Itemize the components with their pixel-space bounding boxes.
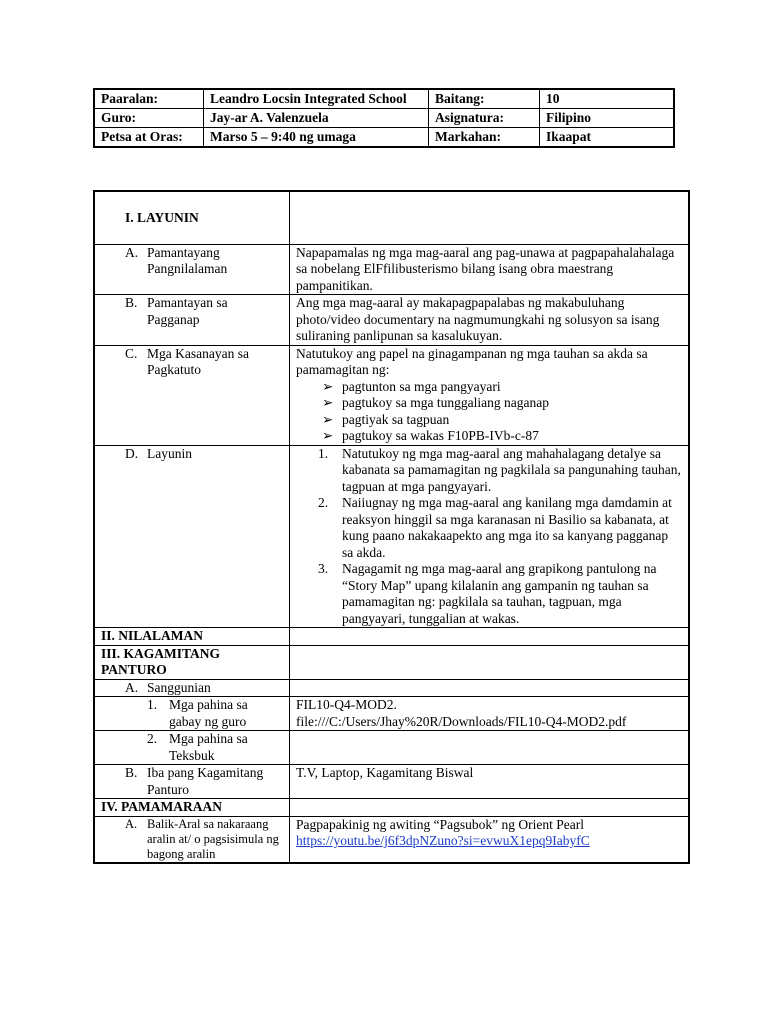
layunin-list	[296, 446, 682, 628]
subject-label: Asignatura:	[429, 109, 540, 128]
list-marker: B.	[125, 765, 138, 780]
header-row	[94, 89, 674, 109]
kasanayan-label: Mga Kasanayan sa Pagkatuto	[147, 345, 249, 377]
nilalaman-heading: II. NILALAMAN	[94, 628, 290, 646]
list-marker: A.	[125, 244, 139, 260]
youtube-link[interactable]: https://youtu.be/j6f3dpNZuno?si=evwuX1epq9IabyfC	[296, 833, 590, 848]
iba-kagamitan-text: T.V, Laptop, Kagamitang Biswal	[290, 765, 690, 799]
sanggunian-label: Sanggunian	[147, 679, 211, 695]
school-value: Leandro Locsin Integrated School	[204, 89, 429, 109]
kasanayan-row	[94, 345, 689, 445]
teksbuk-row	[94, 731, 689, 765]
kasanayan-text-2: pamamagitan ng:	[296, 362, 390, 377]
kasanayan-text-1: Natutukoy ang papel na ginagampanan ng mga tauhan sa akda sa	[296, 345, 648, 361]
school-label: Paaralan:	[94, 89, 204, 109]
layunin-list-row	[94, 445, 689, 628]
iba-kagamitan-label: Iba pang Kagamitang Panturo	[147, 765, 264, 797]
subject-value: Filipino	[540, 109, 675, 128]
pamantayang-pangnilalaman-row	[94, 244, 689, 295]
list-item: ➢ pagtiyak sa tagpuan	[322, 411, 450, 427]
layunin-row	[94, 191, 689, 244]
list-item: ➢ pagtunton sa mga pangyayari	[322, 378, 501, 394]
arrow-bullet-icon: ➢	[322, 395, 334, 410]
lesson-plan-table	[93, 190, 690, 864]
list-marker: D.	[125, 445, 139, 461]
date-time-value: Marso 5 – 9:40 ng umaga	[204, 128, 429, 148]
module-file-path: file:///C:/Users/Jhay%20R/Downloads/FIL10-Q4-MOD2.pdf	[296, 713, 627, 729]
teacher-value: Jay-ar A. Valenzuela	[204, 109, 429, 128]
kasanayan-list	[296, 379, 682, 445]
layunin-label: Layunin	[147, 445, 192, 461]
module-code: FIL10-Q4-MOD2.	[296, 697, 397, 712]
list-marker: 1.	[147, 697, 158, 712]
list-item: ➢ pagtukoy sa wakas F10PB-IVb-c-87	[322, 428, 539, 443]
list-item: 3. Nagagamit ng mga mag-aaral ang grapikong pantulong na “Story Map” upang kilalanin ang gampanin ng tauhan sa pamamagitan ng: pagkilala sa tauhan, tagpuan, mga pangyayari, tunggalian at wakas.	[318, 561, 657, 626]
gabay-guro-label: Mga pahina sa gabay ng guro	[169, 697, 248, 729]
pamamaraan-row	[94, 799, 689, 817]
header-row	[94, 109, 674, 128]
list-marker: A.	[125, 816, 138, 831]
pamantayan-sa-pagganap-row	[94, 295, 689, 346]
balik-aral-row	[94, 816, 689, 863]
pamamaraan-heading: IV. PAMAMARAAN	[94, 799, 290, 817]
header-row	[94, 128, 674, 148]
nilalaman-row	[94, 628, 689, 646]
kagamitang-row	[94, 645, 689, 679]
arrow-bullet-icon: ➢	[322, 428, 334, 443]
list-item: 1. Natutukoy ng mga mag-aaral ang mahahalagang detalye sa kabanata sa pamamagitan ng pagkilala sa pangunahing tauhan, tagpuan at mga pangyayari.	[318, 445, 681, 494]
header-info-table	[93, 88, 675, 148]
teksbuk-label: Mga pahina sa Teksbuk	[169, 731, 248, 763]
gabay-guro-row	[94, 697, 689, 731]
pamantayang-pangnilalaman-text: Napapamalas ng mga mag-aaral ang pag-unawa at pagpapahalahalaga sa nobelang ElFfilibusterismo bilang isang obra maestrang pampanitikan.	[290, 244, 690, 295]
list-item: ➢ pagtukoy sa mga tunggaliang naganap	[322, 395, 549, 410]
list-marker: 2.	[147, 731, 158, 746]
list-marker: B.	[125, 295, 138, 310]
grade-label: Baitang:	[429, 89, 540, 109]
iba-kagamitan-row	[94, 765, 689, 799]
arrow-bullet-icon: ➢	[322, 411, 334, 427]
balik-aral-label: Balik-Aral sa nakaraang aralin at/ o pagsisimula ng bagong aralin	[147, 816, 279, 861]
list-marker: C.	[125, 345, 138, 361]
pamantayang-pangnilalaman-label: Pamantayang Pangnilalaman	[147, 244, 228, 276]
quarter-label: Markahan:	[429, 128, 540, 148]
layunin-heading: I. LAYUNIN	[125, 209, 199, 225]
sanggunian-row	[94, 679, 689, 697]
arrow-bullet-icon: ➢	[322, 378, 334, 394]
teacher-label: Guro:	[94, 109, 204, 128]
pamantayan-sa-pagganap-label: Pamantayan sa Pagganap	[147, 295, 228, 327]
date-time-label: Petsa at Oras:	[94, 128, 204, 148]
quarter-value: Ikaapat	[540, 128, 675, 148]
pamantayan-sa-pagganap-text: Ang mga mag-aaral ay makapagpapalabas ng makabuluhang photo/video documentary na nagmumungkahi ng solusyon sa isang suliraning panlipunan sa kasalukuyan.	[290, 295, 690, 346]
list-item: 2. Naiiugnay ng mga mag-aaral ang kanilang mga damdamin at reaksyon hinggil sa mga karanasan ni Basilio sa kabanata, at kung paano nakakaapekto ang mga ito sa kanyang pagganap sa akda.	[318, 495, 672, 560]
kagamitang-heading: III. KAGAMITANG PANTURO	[94, 645, 290, 679]
grade-value: 10	[540, 89, 675, 109]
list-marker: A.	[125, 679, 139, 695]
balik-aral-text: Pagpapakinig ng awiting “Pagsubok” ng Orient Pearl	[296, 816, 584, 832]
